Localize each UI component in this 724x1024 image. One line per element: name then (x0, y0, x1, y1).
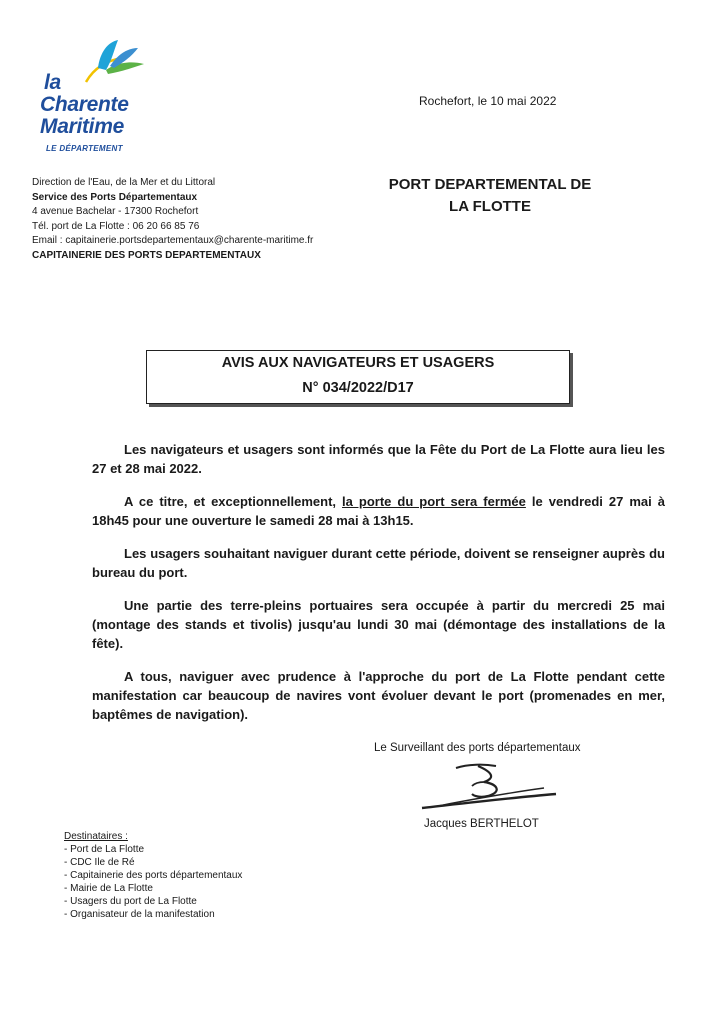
place-date: Rochefort, le 10 mai 2022 (419, 94, 557, 108)
sender-capitainerie: CAPITAINERIE DES PORTS DEPARTEMENTAUX (32, 249, 261, 261)
body-paragraph-4: Une partie des terre-pleins portuaires sera occupée à partir du mercredi 25 mai (montage des stands et tivolis) jusqu'au lundi 30 mai (démontage des installations de la fête). (92, 598, 665, 651)
signer-title: Le Surveillant des ports départementaux (374, 742, 581, 754)
recipient-item: - Port de La Flotte (64, 844, 145, 855)
p2-intro: A ce titre, et exceptionnellement, (124, 494, 343, 509)
department-logo (40, 38, 150, 162)
recipient-item: - Usagers du port de La Flotte (64, 896, 197, 907)
sender-service: Service des Ports Départementaux (32, 191, 198, 203)
p2-rest: le vendredi 27 mai à 18h45 pour une ouverture le samedi 28 mai à 13h15. (92, 494, 665, 528)
port-title-line1: PORT DEPARTEMENTAL DE (388, 176, 592, 193)
bird-logo-icon (84, 38, 146, 84)
notice-body (92, 440, 665, 738)
port-title-line2: LA FLOTTE (449, 198, 531, 215)
body-paragraph-2 (92, 492, 665, 530)
logo-subtitle: LE DÉPARTEMENT (46, 144, 123, 153)
recipients-heading: Destinataires : (64, 831, 128, 842)
sender-address: 4 avenue Bachelar - 17300 Rochefort (32, 206, 199, 217)
logo-text-la: la (44, 71, 61, 94)
sender-email: Email : capitainerie.portsdepartementaux@charente-maritime.fr (32, 235, 314, 246)
notice-title-box (146, 350, 570, 404)
p2-port-closed-underlined: la porte du port sera fermée (342, 494, 526, 509)
logo-text-maritime: Maritime (40, 115, 124, 138)
sender-address-block (32, 176, 313, 263)
body-paragraph-3: Les usagers souhaitant naviguer durant cette période, doivent se renseigner auprès du bureau du port. (92, 546, 665, 580)
port-title (350, 174, 630, 218)
recipient-item: - Organisateur de la manifestation (64, 909, 215, 920)
signer-name: Jacques BERTHELOT (424, 818, 539, 830)
notice-title: AVIS AUX NAVIGATEURS ET USAGERS (221, 355, 495, 371)
body-paragraph-5: A tous, naviguer avec prudence à l'approche du port de La Flotte pendant cette manifestation car beaucoup de navires vont évoluer devant le port (promenades en mer, baptêmes de navigation). (92, 669, 665, 722)
body-paragraph-1: Les navigateurs et usagers sont informés que la Fête du Port de La Flotte aura lieu les 27 et 28 mai 2022. (92, 442, 665, 476)
sender-phone: Tél. port de La Flotte : 06 20 66 85 76 (32, 220, 200, 232)
recipient-item: - CDC Ile de Ré (64, 857, 135, 868)
sender-direction: Direction de l'Eau, de la Mer et du Littoral (32, 177, 216, 188)
recipients-list (64, 830, 242, 921)
logo-text-charente: Charente (40, 93, 129, 116)
recipient-item: - Mairie de La Flotte (64, 883, 153, 894)
handwritten-signature (418, 760, 558, 815)
notice-number: N° 034/2022/D17 (302, 380, 414, 396)
recipient-item: - Capitainerie des ports départementaux (64, 870, 243, 881)
